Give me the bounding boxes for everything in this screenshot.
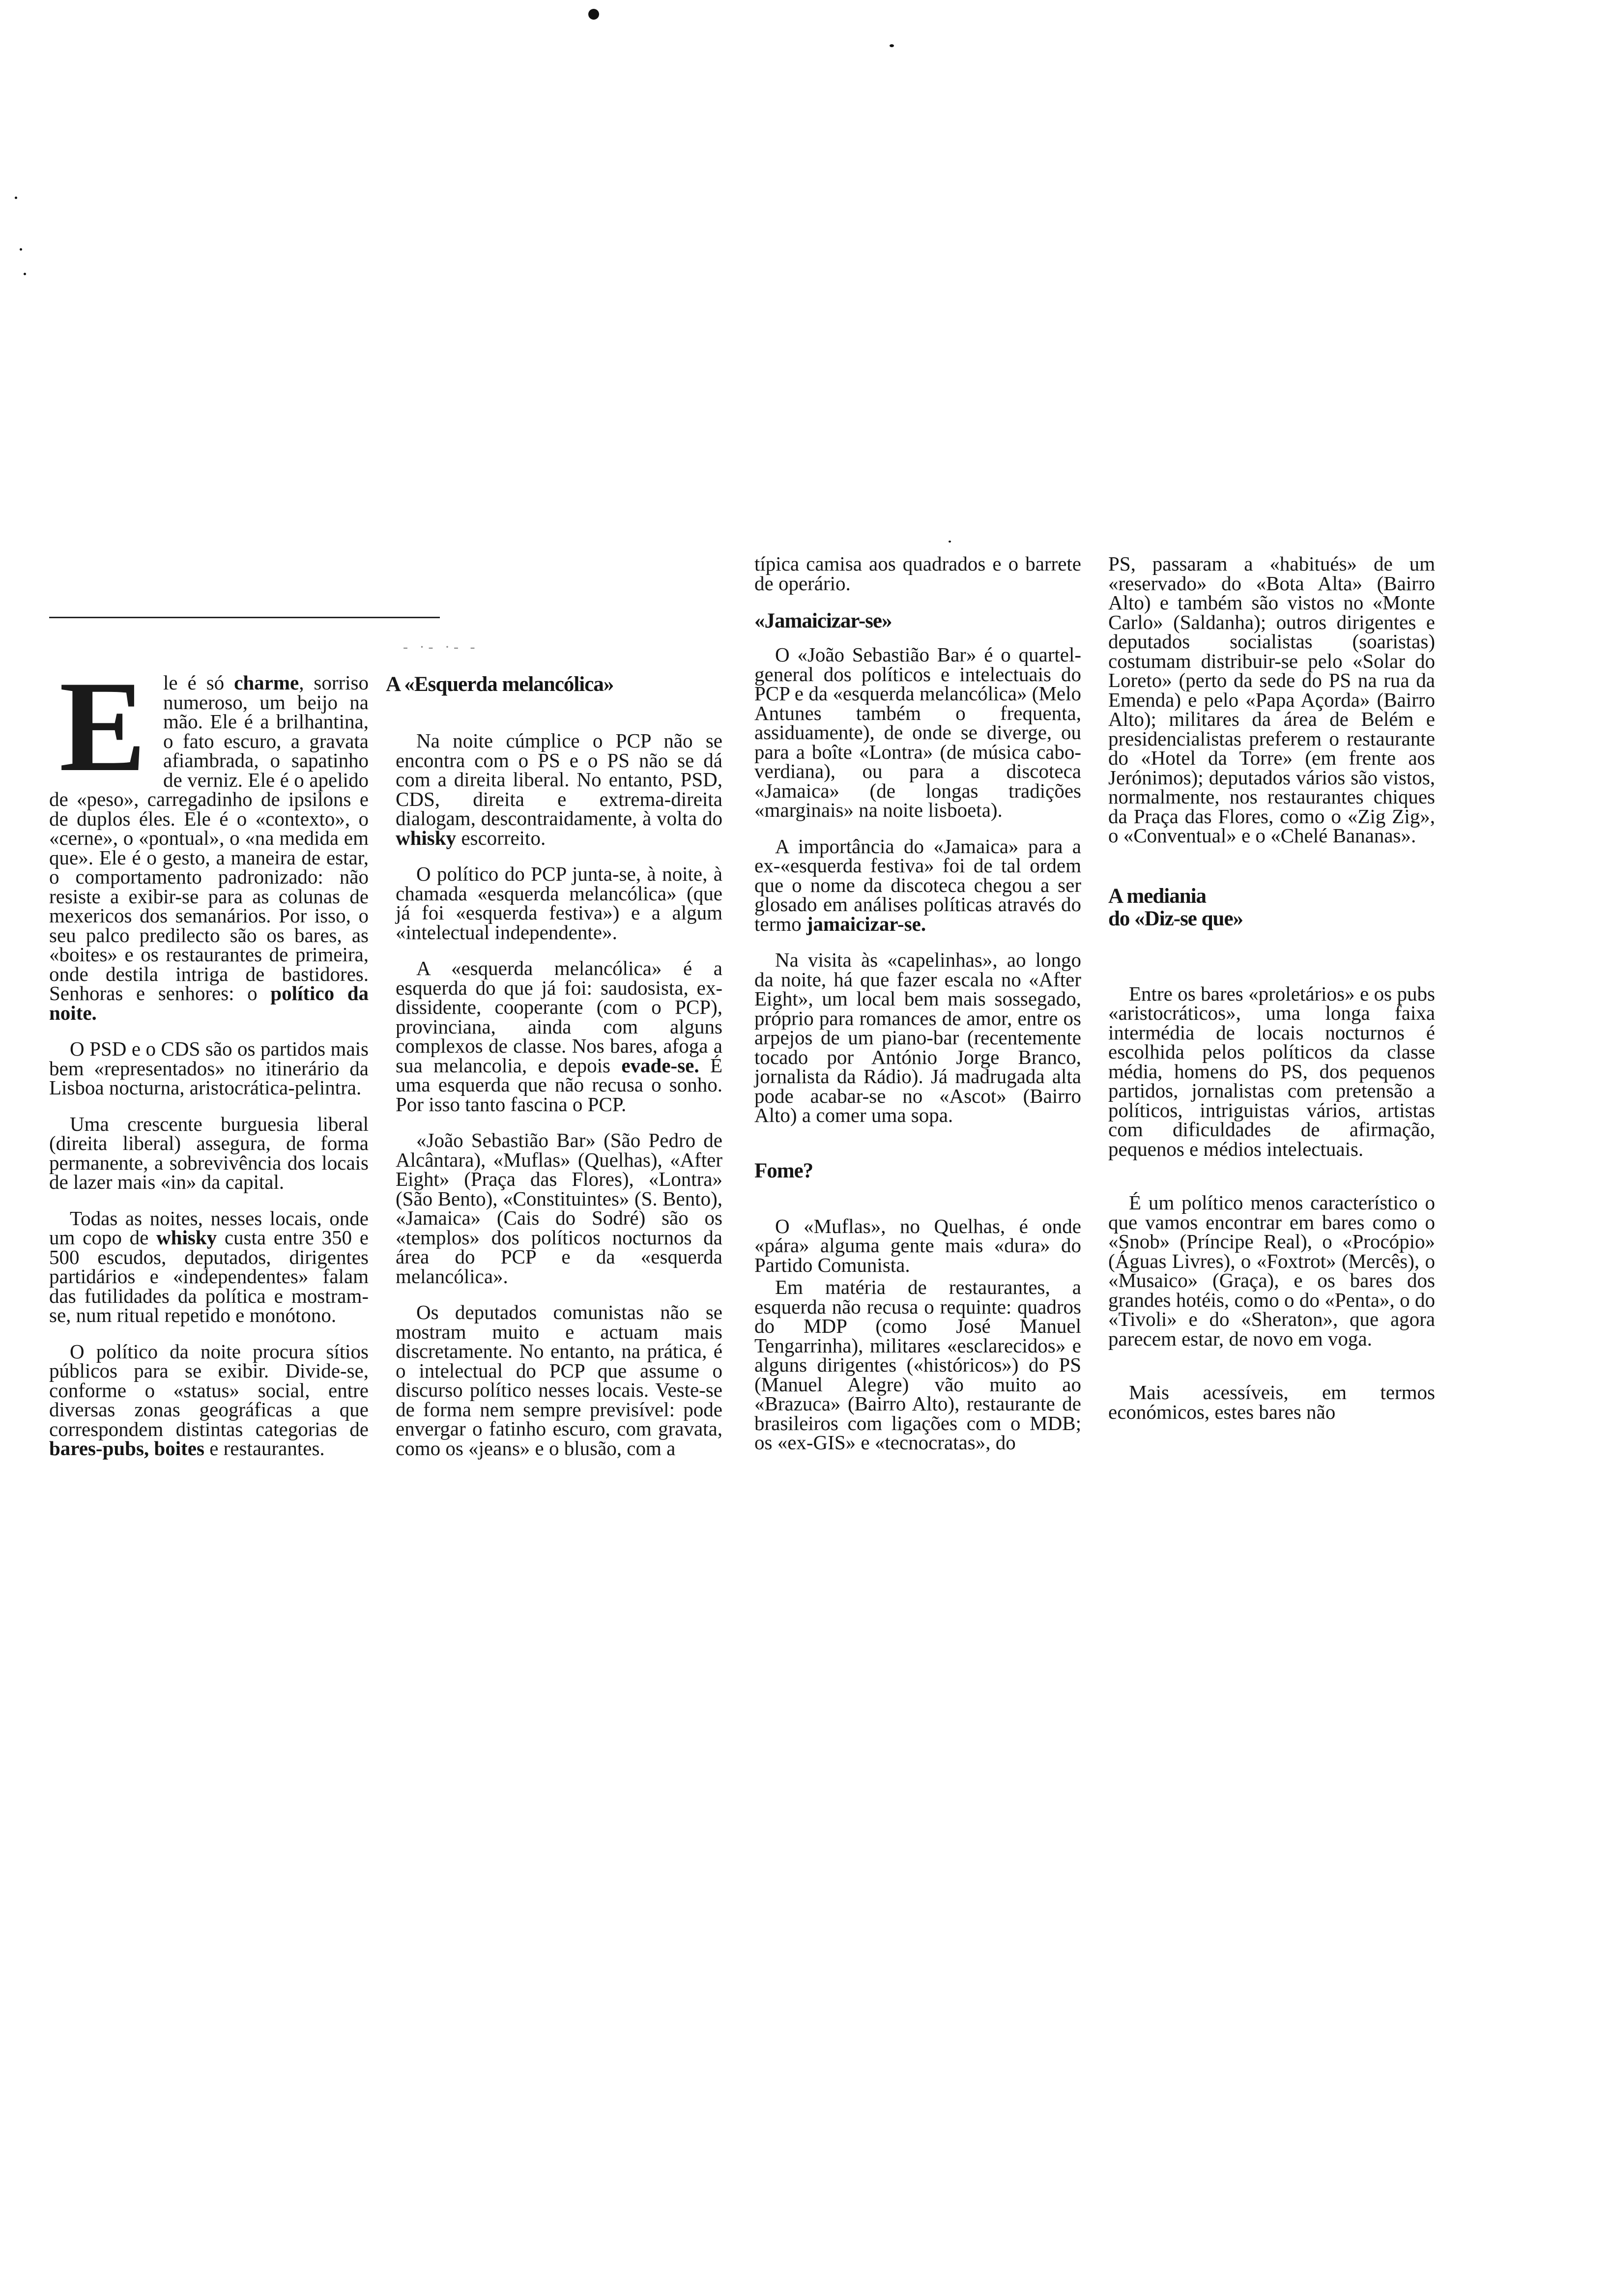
article-column-4 bbox=[1108, 554, 1435, 1438]
paragraph: Uma crescente burguesia liberal (direita liberal) assegura, de forma permanente, a sobrevivência dos locais de lazer mais «in» da capital. bbox=[49, 1112, 369, 1193]
bold-term: charme bbox=[234, 671, 299, 694]
paragraph: Os deputados comunistas não se mostram muito e actuam mais discretamente. No entanto, na prática, é o intelectual do PCP que assume o discurso político nesses locais. Veste-se de forma nem sempre previsível: pode envergar o fatinho escuro, com gravata, como os «jeans» e o blusão, com a bbox=[396, 1301, 722, 1460]
drop-cap: E bbox=[59, 655, 146, 799]
subheading-jamaicizar-se: «Jamaicizar-se» bbox=[754, 609, 892, 632]
paragraph: O político da noite procura sítios públicos para se exibir. Divide-se, conforme o «status» social, entre diversas zonas geográficas a que correspondem distintas categorias de bares-pubs, boites e restaurantes. bbox=[49, 1340, 369, 1460]
lead-paragraph: Ele é só charme, sorriso numeroso, um beijo na mão. Ele é a brilhantina, o fato escuro, a gravata afiambrada, o sapatinho de verniz. Ele é o apelido de «peso», carregadinho de ipsilons e de duplos éles. Ele é o «contexto», o «cerne», o «pontual», o «na medida em que». Ele é o gesto, a maneira de estar, o comportamento padronizado: não resiste a exibir-se para as colunas de mexericos dos semanários. Por isso, o seu palco predilecto são os bares, as «boites» e os restaurantes de primeira, onde destila intriga de bastidores. Senhoras e senhores: o político da noite. bbox=[49, 655, 369, 1024]
article-column-3 bbox=[754, 554, 1081, 1469]
bold-term: whisky bbox=[156, 1226, 217, 1249]
paragraph: Entre os bares «proletários» e os pubs «aristocráticos», uma longa faixa intermédia de locais nocturnos é escolhida pelos políticos da classe média, homens do PS, dos pequenos partidos, jornalistas com pretensão a políticos, intriguistas vários, artistas com dificuldades de afirmação, pequenos e médios intelectuais. bbox=[1108, 982, 1435, 1160]
paragraph: Na visita às «capelinhas», ao longo da noite, há que fazer escala no «After Eight», um local bem mais sossegado, próprio para romances de amor, entre os arpejos de um piano-bar (recentemente tocado por António Jorge Branco, jornalista da Rádio). Já madrugada alta pode acabar-se no «Ascot» (Bairro Alto) a comer uma sopa. bbox=[754, 948, 1081, 1126]
paragraph: PS, passaram a «habitués» de um «reservado» do «Bota Alta» (Bairro Alto) e também são vistos no «Monte Carlo» (Saldanha); outros dirigentes e deputados socialistas (soaristas) costumam distribuir-se pelo «Solar do Loreto» (perto da sede do PS na rua da Emenda) e pelo «Papa Açorda» (Bairro Alto); militares da área de Belém e presidencialistas preferem o restaurante do «Hotel da Torre» (em frente aos Jerónimos); deputados vários são vistos, normalmente, nos restaurantes chiques da Praça das Flores, como o «Zig Zig», o «Conventual» e o «Chelé Bananas». bbox=[1108, 552, 1435, 847]
paragraph: É um político menos característico o que vamos encontrar em bares como o «Snob» (Príncipe Real), o «Procópio» (Águas Livres), o «Foxtrot» (Mercês), o «Musaico» (Graça), e os bares dos grandes hotéis, como o do «Penta», o do «Tivoli» e do «Sheraton», que agora parecem estar, de novo em voga. bbox=[1108, 1191, 1435, 1350]
paragraph: Em matéria de restaurantes, a esquerda não recusa o requinte: quadros do MDP (como José Manuel Tengarrinha), militares «esclarecidos» e alguns dirigentes («históricos») do PS (Manuel Alegre) vão muito ao «Brazuca» (Bairro Alto), restaurante de brasileiros com ligações com o MDB; os «ex-GIS» e «tecnocratas», do bbox=[754, 1276, 1081, 1454]
paragraph: Na noite cúmplice o PCP não se encontra com o PS e o PS não se dá com a direita liberal. No entanto, PSD, CDS, direita e extrema-direita dialogam, descontraidamente, à volta do whisky escorreito. bbox=[396, 729, 722, 849]
bold-term: bares-pubs, boites bbox=[49, 1437, 204, 1460]
subheading-mediania bbox=[1108, 885, 1435, 930]
paragraph: Mais acessíveis, em termos económicos, estes bares não bbox=[1108, 1381, 1435, 1423]
bold-term: político da noite. bbox=[49, 982, 369, 1024]
article-column-1 bbox=[49, 655, 369, 1475]
paragraph: O político do PCP junta-se, à noite, à chamada «esquerda melancólica» (que já foi «esquerda festiva») e a algum «intelectual independente». bbox=[396, 862, 722, 944]
paragraph: A importância do «Jamaica» para a ex-«esquerda festiva» foi de tal ordem que o nome da discoteca chegou a ser glosado em análises políticas através do termo jamaicizar-se. bbox=[754, 834, 1081, 935]
subheading-fome: Fome? bbox=[754, 1159, 813, 1182]
paragraph: A «esquerda melancólica» é a esquerda do que já foi: saudosista, ex-dissidente, cooperante (com o PCP), provinciana, ainda com alguns complexos de classe. Nos bares, afoga a sua melancolia, e depois evade-se. É uma esquerda que não recusa o sonho. Por isso tanto fascina o PCP. bbox=[396, 957, 722, 1116]
bold-term: jamaicizar-se. bbox=[806, 912, 926, 935]
paragraph: O PSD e o CDS são os partidos mais bem «representados» no itinerário da Lisboa nocturna, aristocrática-pelintra. bbox=[49, 1037, 369, 1099]
paragraph: Todas as noites, nesses locais, onde um copo de whisky custa entre 350 e 500 escudos, deputados, dirigentes partidários e «independentes» falam das futilidades da política e mostram-se, num ritual repetido e monótono. bbox=[49, 1206, 369, 1326]
bold-term: evade-se. bbox=[621, 1054, 699, 1077]
ink-speck bbox=[949, 541, 951, 543]
bold-term: whisky bbox=[396, 826, 457, 849]
article-column-2 bbox=[386, 673, 722, 1475]
ink-speck bbox=[24, 273, 26, 275]
paragraph: «João Sebastião Bar» (São Pedro de Alcântara), «Muflas» (Quelhas), «After Eight» (Praça das Flores), «Lontra» (São Bento), «Constituintes» (S. Bento), «Jamaica» (Cais do Sodré) são os «templos» dos políticos nocturnos da área do PCP e da «esquerda melancólica». bbox=[396, 1129, 722, 1288]
paragraph: O «Muflas», no Quelhas, é onde «pára» alguma gente mais «dura» do Partido Comunista. bbox=[754, 1214, 1081, 1276]
ink-speck bbox=[20, 248, 22, 251]
subheading-line: A mediania bbox=[1108, 884, 1207, 908]
section-rule bbox=[49, 617, 440, 618]
ink-speck bbox=[890, 44, 894, 47]
subheading-esquerda-melancolica: A «Esquerda melancólica» bbox=[386, 673, 614, 696]
paragraph: O «João Sebastião Bar» é o quartel-general dos políticos e intelectuais do PCP e da «esquerda melancólica» (Melo Antunes também o frequenta, assiduamente), de onde se diverge, ou para a boîte «Lontra» (de música cabo-verdiana), ou para a discoteca «Jamaica» (de longas tradições «marginais» na noite lisboeta). bbox=[754, 643, 1081, 821]
ink-speck bbox=[15, 197, 17, 199]
ink-dots: - ·- ·- - bbox=[403, 639, 479, 655]
ink-speck bbox=[588, 9, 599, 20]
subheading-line: do «Diz-se que» bbox=[1108, 907, 1243, 930]
paragraph: típica camisa aos quadrados e o barrete de operário. bbox=[754, 552, 1081, 595]
